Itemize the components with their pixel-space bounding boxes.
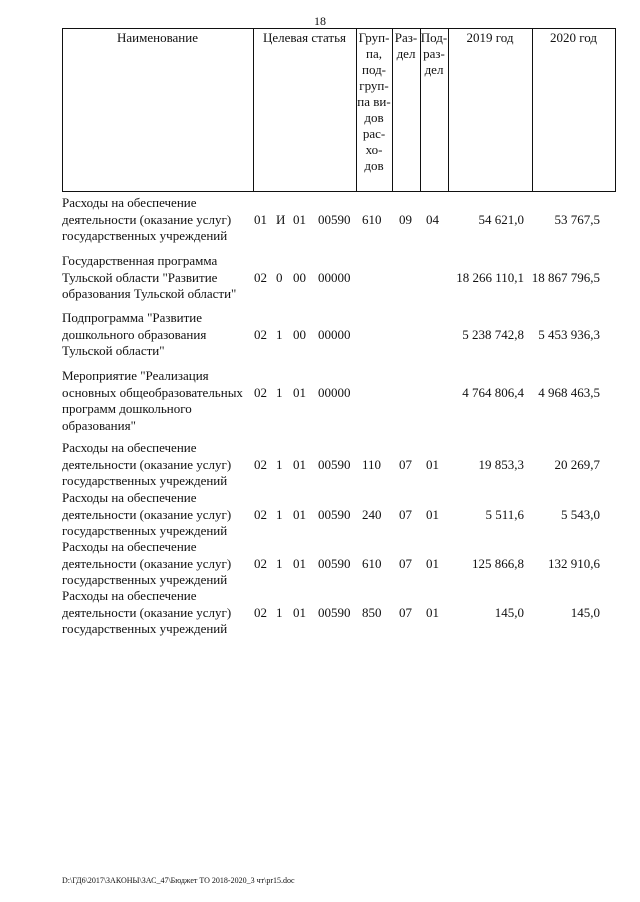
row-value-2019: 5 511,6 [485,506,524,522]
row-c2: 1 [276,384,283,400]
header-section [392,30,420,62]
row-value-2019: 145,0 [494,604,524,620]
row-name [62,490,252,540]
row-c2: 1 [276,555,283,571]
row-c1: 01 [254,211,267,227]
row-name-line: Мероприятие "Реализация [62,368,209,383]
row-c1: 02 [254,326,267,342]
row-sub: 01 [426,506,439,522]
col-divider [253,28,254,192]
row-name-line: программ дошкольного [62,401,192,416]
row-sub: 01 [426,604,439,620]
row-name-line: Государственная программа [62,253,218,268]
col-divider [615,28,616,192]
row-sec: 07 [399,555,412,571]
row-value-2020: 20 269,7 [554,456,600,472]
row-c3: 01 [293,506,306,522]
col-divider [62,28,63,192]
row-grp: 110 [362,456,382,472]
header-name: Наименование [117,30,198,45]
row-sec: 07 [399,506,412,522]
row-name-line: основных общеобразовательных [62,384,243,400]
header-group-line: дов [364,110,384,125]
header-group-line: рас- [362,126,386,141]
header-group [356,30,392,174]
row-name-line: дошкольного образования [62,326,207,342]
row-value-2020: 132 910,6 [548,555,600,571]
row-name [62,539,252,589]
row-c3: 01 [293,604,306,620]
row-c4: 00000 [318,269,351,285]
header-group-line: груп- [359,78,389,93]
row-c4: 00590 [318,506,351,522]
row-c4: 00590 [318,211,351,227]
row-name [62,253,252,303]
row-c1: 02 [254,604,267,620]
row-c4: 00590 [318,555,351,571]
row-value-2020: 5 543,0 [561,506,600,522]
row-name [62,368,252,434]
header-section-line: дел [396,46,416,61]
row-name [62,310,252,360]
row-c4: 00590 [318,604,351,620]
row-value-2019: 54 621,0 [478,211,524,227]
row-c2: 0 [276,269,283,285]
row-name-line: деятельности (оказание услуг) [62,456,232,472]
row-c1: 02 [254,456,267,472]
row-name-line: деятельности (оказание услуг) [62,506,232,522]
row-c2: 1 [276,456,283,472]
row-grp: 240 [362,506,382,522]
row-value-2020: 18 867 796,5 [531,269,600,285]
row-c3: 01 [293,456,306,472]
row-c2: И [276,211,286,227]
page-number: 18 [314,14,326,28]
col-divider [448,28,449,192]
file-path-footer: D:\ГД6\2017\ЗАКОНЫ\ЗАС_47\Бюджет ТО 2018-2020_3 чт\pr15.doc [62,876,295,885]
row-value-2019: 5 238 742,8 [462,326,524,342]
row-value-2019: 125 866,8 [472,555,524,571]
row-c1: 02 [254,506,267,522]
row-name-line: государственных учреждений [62,523,228,538]
row-grp: 610 [362,211,382,227]
row-sec: 07 [399,604,412,620]
row-c1: 02 [254,384,267,400]
table-header [62,28,616,192]
row-name-line: Тульской области" [62,343,165,358]
row-name-line: Расходы на обеспечение [62,490,197,505]
header-section-line: Раз- [394,30,418,45]
row-grp: 610 [362,555,382,571]
row-value-2019: 4 764 806,4 [462,384,524,400]
row-name-line: Расходы на обеспечение [62,588,197,603]
header-group-line: дов [364,158,384,173]
row-name [62,588,252,638]
row-value-2020: 53 767,5 [554,211,600,227]
row-c1: 02 [254,269,267,285]
header-target-article: Целевая статья [262,30,346,45]
row-name-line: Подпрограмма "Развитие [62,310,203,325]
row-c2: 1 [276,506,283,522]
header-subsection-line: раз- [423,46,445,61]
row-sub: 04 [426,211,439,227]
row-name-line: государственных учреждений [62,228,228,243]
row-c4: 00000 [318,384,351,400]
row-value-2019: 18 266 110,1 [456,269,524,285]
row-grp: 850 [362,604,382,620]
row-sub: 01 [426,456,439,472]
row-name-line: Расходы на обеспечение [62,195,197,210]
row-name [62,195,252,245]
col-divider [532,28,533,192]
header-subsection-line: дел [424,62,444,77]
header-group-line: па, [366,46,382,61]
header-group-line: хо- [365,142,383,157]
header-subsection [420,30,448,78]
row-sec: 09 [399,211,412,227]
header-group-line: па ви- [357,94,391,109]
row-c2: 1 [276,604,283,620]
row-name [62,440,252,490]
row-c4: 00590 [318,456,351,472]
row-c1: 02 [254,555,267,571]
row-sub: 01 [426,555,439,571]
row-name-line: образования" [62,417,136,433]
row-name-line: государственных учреждений [62,621,228,636]
row-c2: 1 [276,326,283,342]
row-c3: 01 [293,211,306,227]
row-c3: 01 [293,384,306,400]
row-name-line: образования Тульской области" [62,286,237,301]
header-year-2020: 2020 год [550,30,597,45]
row-c3: 01 [293,555,306,571]
row-name-line: Тульской области "Развитие [62,269,218,285]
header-year-2019: 2019 год [466,30,514,45]
row-name-line: деятельности (оказание услуг) [62,604,232,620]
row-value-2020: 4 968 463,5 [538,384,600,400]
row-name-line: деятельности (оказание услуг) [62,555,232,571]
row-sec: 07 [399,456,412,472]
header-group-line: под- [361,62,387,77]
row-c3: 00 [293,269,306,285]
row-name-line: государственных учреждений [62,572,228,587]
row-name-line: деятельности (оказание услуг) [62,211,232,227]
row-c3: 00 [293,326,306,342]
row-value-2019: 19 853,3 [478,456,524,472]
row-name-line: Расходы на обеспечение [62,539,197,554]
row-value-2020: 5 453 936,3 [538,326,600,342]
header-subsection-line: Под- [420,30,448,45]
header-group-line: Груп- [358,30,390,45]
row-value-2020: 145,0 [570,604,600,620]
row-name-line: государственных учреждений [62,473,228,488]
row-name-line: Расходы на обеспечение [62,440,197,455]
row-c4: 00000 [318,326,351,342]
